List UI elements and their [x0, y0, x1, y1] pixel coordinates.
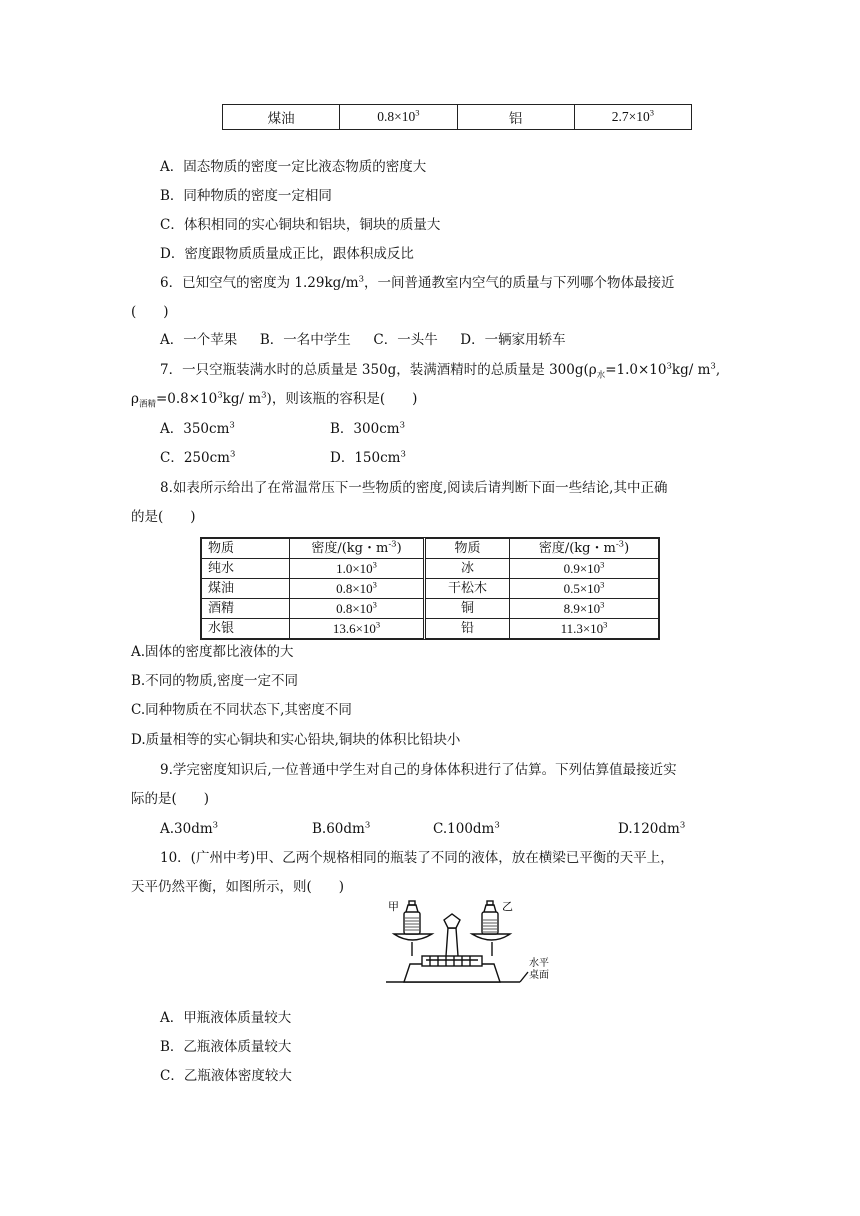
- q7-stem-line2: $\rho_{酒精}=0.8\times 10^3kg/$ $m^3$)，则该瓶的容积是( ): [131, 390, 418, 410]
- q8-option-b: B.不同的物质,密度一定不同: [131, 673, 299, 689]
- balance-scale-figure: [386, 898, 562, 990]
- q10-option-c: C．乙瓶液体密度较大: [160, 1068, 292, 1084]
- table-cell: $2.7\times 10^3$: [574, 105, 691, 130]
- table-row: [202, 599, 659, 619]
- q6-option-c: C．一头牛: [373, 332, 438, 348]
- table-row: [202, 559, 659, 579]
- q6-option-a: A．一个苹果: [160, 332, 238, 348]
- table-cell: 煤油: [202, 579, 290, 599]
- q9-stem-line2: 际的是( ): [131, 791, 210, 807]
- table-cell: $0.8\times 10^3$: [290, 579, 425, 599]
- q8-option-a: A.固体的密度都比液体的大: [131, 644, 294, 660]
- q8-stem-line1: 8.如表所示给出了在常温常压下一些物质的密度,阅读后请判断下面一些结论,其中正确: [160, 480, 668, 496]
- table-header-cell: 物质: [202, 539, 290, 559]
- q10-stem-line1: 10．(广州中考)甲、乙两个规格相同的瓶装了不同的液体，放在横梁已平衡的天平上，: [160, 850, 674, 866]
- q10-option-a: A．甲瓶液体质量较大: [160, 1010, 292, 1026]
- table-cell: 酒精: [202, 599, 290, 619]
- table-cell: $1.0\times 10^3$: [290, 559, 425, 579]
- q6-option-b: B．一名中学生: [259, 332, 351, 348]
- q8-option-d: D.质量相等的实心铜块和实心铅块,铜块的体积比铅块小: [131, 732, 461, 748]
- table-cell: 铅: [425, 619, 510, 639]
- q9-stem-line1: 9.学完密度知识后,一位普通中学生对自己的身体体积进行了估算。下列估算值最接近实: [160, 762, 677, 778]
- q9-option-d: $D.120dm^3$: [618, 820, 686, 837]
- table-cell: $11.3\times 10^3$: [510, 619, 659, 639]
- figure-label-yi: 乙: [502, 900, 513, 913]
- table-cell: $0.9\times 10^3$: [510, 559, 659, 579]
- q9-option-b: $B.60dm^3$: [312, 820, 371, 837]
- table-cell: $0.8\times 10^3$: [290, 599, 425, 619]
- q6-option-d: D．一辆家用轿车: [460, 332, 566, 348]
- table-cell: $0.5\times 10^3$: [510, 579, 659, 599]
- top-density-table: [222, 104, 692, 130]
- table-header-cell: 密度/(kg・$m^{-3}$): [510, 539, 659, 559]
- q7-option-a: A．$350cm^3$: [160, 420, 235, 437]
- q10-option-b: B．乙瓶液体质量较大: [160, 1039, 292, 1055]
- q5-option-c: C．体积相同的实心铜块和铝块，铜块的质量大: [160, 217, 441, 233]
- figure-label-jia: 甲: [388, 900, 399, 913]
- q6-options: [160, 330, 566, 350]
- table-cell: $0.8\times 10^3$: [340, 105, 457, 130]
- table-row: [202, 619, 659, 639]
- table-cell: 水银: [202, 619, 290, 639]
- q8-option-c: C.同种物质在不同状态下,其密度不同: [131, 702, 352, 718]
- q9-option-c: $C.100dm^3$: [433, 820, 500, 837]
- q9-option-a: $A.30dm^3$: [160, 820, 219, 837]
- table-cell: 煤油: [223, 105, 340, 130]
- q5-option-a: A．固态物质的密度一定比液态物质的密度大: [160, 159, 427, 175]
- table-cell: 冰: [425, 559, 510, 579]
- table-header-cell: 密度/(kg・$m^{-3}$): [290, 539, 425, 559]
- figure-label-desk-2: 桌面: [529, 970, 549, 981]
- q6-answer-bracket: ( ): [131, 304, 169, 320]
- q7-stem-line1: 7．一只空瓶装满水时的总质量是 350g，装满酒精时的总质量是 $300g(\rho_水=1.0\times 10^3kg/$ $m^3$,: [160, 361, 721, 381]
- table-row: [202, 579, 659, 599]
- figure-label-desk-1: 水平: [529, 958, 549, 969]
- q8-density-table: [200, 537, 660, 640]
- table-cell: 干松木: [425, 579, 510, 599]
- table-cell: 铝: [457, 105, 574, 130]
- q10-stem-line2: 天平仍然平衡，如图所示，则( ): [131, 879, 345, 895]
- table-cell: 纯水: [202, 559, 290, 579]
- q6-stem: 6．已知空气的密度为 $1.29kg/m^3$，一间普通教室内空气的质量与下列哪个物体最接近: [160, 274, 675, 291]
- q7-option-b: B．$300cm^3$: [330, 420, 405, 437]
- table-cell: $8.9\times 10^3$: [510, 599, 659, 619]
- q8-stem-line2: 的是( ): [131, 509, 196, 525]
- table-cell: $13.6\times 10^3$: [290, 619, 425, 639]
- q7-option-c: C．$250cm^3$: [160, 449, 236, 466]
- q5-option-d: D．密度跟物质质量成正比，跟体积成反比: [160, 246, 414, 262]
- q7-option-d: D．$150cm^3$: [330, 449, 406, 466]
- table-cell: 铜: [425, 599, 510, 619]
- table-header-cell: 物质: [425, 539, 510, 559]
- table-header-row: [202, 539, 659, 559]
- q5-option-b: B．同种物质的密度一定相同: [160, 188, 332, 204]
